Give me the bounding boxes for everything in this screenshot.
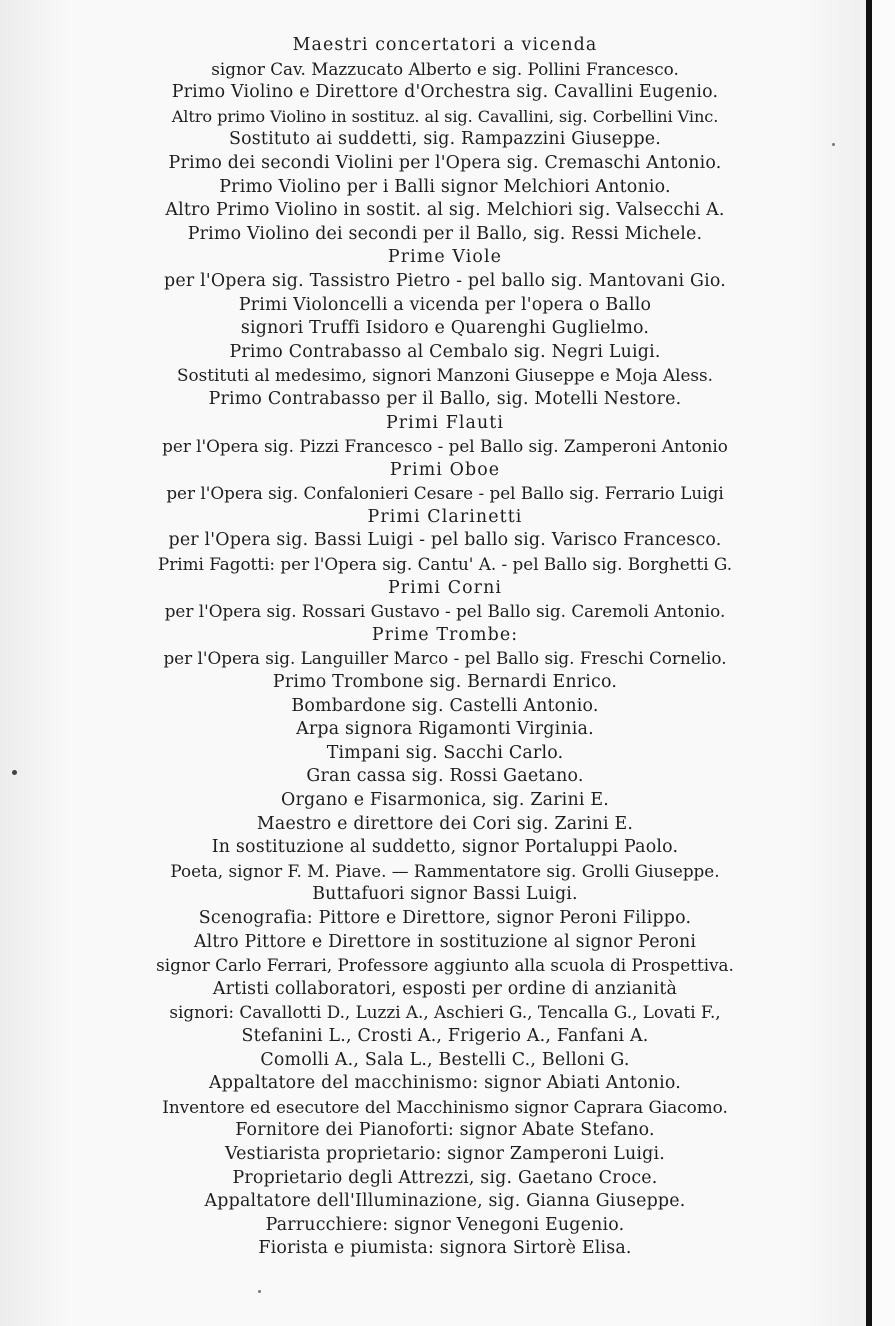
artisti-collaboratori-heading: Artisti collaboratori, esposti per ordine di anzianità	[212, 978, 678, 999]
prime-trombe-names: per l'Opera sig. Languiller Marco - pel Ballo sig. Freschi Cornelio.	[163, 648, 727, 669]
primi-oboe-names: per l'Opera sig. Confalonieri Cesare - pel Ballo sig. Ferrario Luigi	[166, 483, 724, 504]
altro-primo-violino-sostituto: Altro Primo Violino in sostit. al sig. Melchiori sig. Valsecchi A.	[165, 200, 725, 221]
altro-pittore: Altro Pittore e Direttore in sostituzione al signor Peroni	[193, 931, 697, 952]
vestiarista: Vestiarista proprietario: signor Zamperoni Luigi.	[225, 1143, 665, 1164]
sostituto: Sostituto ai suddetti, sig. Rampazzini Giuseppe.	[228, 129, 662, 150]
primi-flauti-names: per l'Opera sig. Pizzi Francesco - pel Ballo sig. Zamperoni Antonio	[162, 436, 728, 457]
carlo-ferrari: signor Carlo Ferrari, Professore aggiunto alla scuola di Prospettiva.	[156, 955, 734, 976]
ink-speck-bottom	[258, 1290, 261, 1293]
gran-cassa: Gran cassa sig. Rossi Gaetano.	[306, 766, 584, 787]
organo-fisarmonica: Organo e Fisarmonica, sig. Zarini E.	[281, 790, 609, 810]
prime-trombe-heading: Prime Trombe:	[371, 624, 519, 645]
right-margin	[872, 0, 895, 1326]
artisti-collaboratori-names-3: Comolli A., Sala L., Bestelli C., Belloni G.	[260, 1049, 630, 1070]
primo-violino-direttore: Primo Violino e Direttore d'Orchestra sig. Cavallini Eugenio.	[171, 82, 719, 103]
maestri-concertatori-heading: Maestri concertatori a vicenda	[292, 35, 598, 55]
sostituzione-maestro-cori: In sostituzione al suddetto, signor Portaluppi Paolo.	[211, 837, 679, 858]
primi-corni-heading: Primi Corni	[387, 577, 503, 598]
primo-contrabasso-ballo: Primo Contrabasso per il Ballo, sig. Motelli Nestore.	[208, 388, 682, 409]
ink-speck-left	[12, 770, 17, 775]
maestri-concertatori-names: signor Cav. Mazzucato Alberto e sig. Pollini Francesco.	[211, 58, 679, 79]
fiorista-piumista: Fiorista e piumista: signora Sirtorè Elisa.	[258, 1238, 632, 1259]
proprietario-attrezzi: Proprietario degli Attrezzi, sig. Gaetano Croce.	[232, 1167, 658, 1188]
primi-violoncelli-names: signori Truffi Isidoro e Quarenghi Guglielmo.	[240, 318, 650, 339]
personnel-list	[60, 34, 830, 1261]
primo-violino-balli: Primo Violino per i Balli signor Melchiori Antonio.	[219, 176, 671, 197]
bombardone: Bombardone sig. Castelli Antonio.	[291, 695, 599, 716]
parrucchiere: Parrucchiere: signor Venegoni Eugenio.	[265, 1214, 625, 1235]
appaltatore-illuminazione: Appaltatore dell'Illuminazione, sig. Gianna Giuseppe.	[204, 1191, 686, 1212]
artisti-collaboratori-names-1: signori: Cavallotti D., Luzzi A., Aschieri G., Tencalla G., Lovati F.,	[169, 1002, 721, 1023]
prime-viole-heading: Prime Viole	[387, 247, 503, 268]
poeta-rammentatore: Poeta, signor F. M. Piave. — Rammentatore sig. Grolli Giuseppe.	[170, 860, 720, 881]
primo-dei-secondi-violini: Primo dei secondi Violini per l'Opera sig. Cremaschi Antonio.	[168, 152, 722, 173]
arpa: Arpa signora Rigamonti Virginia.	[296, 719, 594, 740]
primi-clarinetti-heading: Primi Clarinetti	[367, 506, 523, 527]
timpani: Timpani sig. Sacchi Carlo.	[326, 742, 564, 763]
ink-speck-top-right	[832, 143, 835, 146]
maestro-cori: Maestro e direttore dei Cori sig. Zarini E.	[256, 813, 634, 834]
primi-violoncelli-heading: Primi Violoncelli a vicenda per l'opera o Ballo	[238, 294, 652, 315]
primi-clarinetti-names: per l'Opera sig. Bassi Luigi - pel ballo sig. Varisco Francesco.	[168, 530, 722, 551]
scenografia: Scenografia: Pittore e Direttore, signor Peroni Filippo.	[198, 907, 692, 928]
inventore-macchinismo: Inventore ed esecutore del Macchinismo signor Caprara Giacomo.	[162, 1096, 728, 1117]
fornitore-pianoforti: Fornitore dei Pianoforti: signor Abate Stefano.	[235, 1120, 655, 1141]
primi-oboe-heading: Primi Oboe	[389, 459, 501, 480]
primi-flauti-heading: Primi Flauti	[385, 412, 505, 433]
appaltatore-macchinismo: Appaltatore del macchinismo: signor Abiati Antonio.	[208, 1073, 682, 1094]
primo-trombone: Primo Trombone sig. Bernardi Enrico.	[272, 672, 618, 693]
primo-violino-secondi-ballo: Primo Violino dei secondi per il Ballo, sig. Ressi Michele.	[187, 223, 703, 244]
primi-corni-names: per l'Opera sig. Rossari Gustavo - pel Ballo sig. Caremoli Antonio.	[164, 601, 726, 622]
primo-contrabasso-cembalo: Primo Contrabasso al Cembalo sig. Negri Luigi.	[229, 341, 661, 362]
sostituti-contrabasso: Sostituti al medesimo, signori Manzoni Giuseppe e Moja Aless.	[177, 365, 713, 386]
prime-viole-names: per l'Opera sig. Tassistro Pietro - pel ballo sig. Mantovani Gio.	[164, 270, 726, 291]
altro-primo-violino: Altro primo Violino in sostituz. al sig. Cavallini, sig. Corbellini Vinc.	[171, 106, 719, 126]
artisti-collaboratori-names-2: Stefanini L., Crosti A., Frigerio A., Fanfani A.	[241, 1025, 649, 1046]
primi-fagotti: Primi Fagotti: per l'Opera sig. Cantu' A. - pel Ballo sig. Borghetti G.	[157, 554, 733, 575]
buttafuori: Buttafuori signor Bassi Luigi.	[312, 884, 578, 905]
